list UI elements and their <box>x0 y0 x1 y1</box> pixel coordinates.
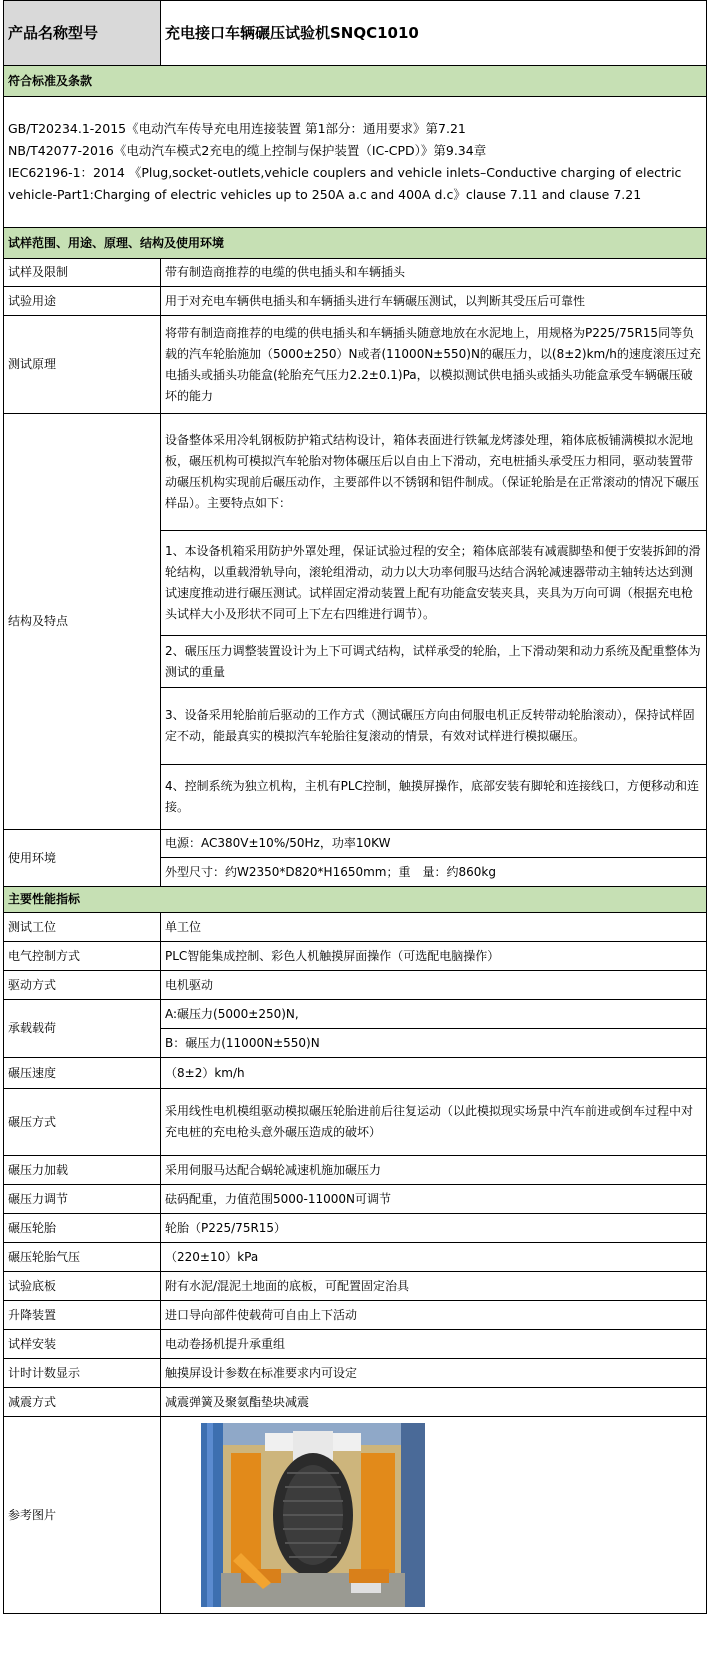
row-value: （220±10）kPa <box>161 1243 707 1272</box>
reference-image-cell <box>161 1417 707 1614</box>
row-value: 触摸屏设计参数在标准要求内可设定 <box>161 1359 707 1388</box>
row-value: 进口导向部件使载荷可自由上下活动 <box>161 1301 707 1330</box>
table-row <box>4 1359 707 1388</box>
table-row <box>4 414 707 531</box>
section-header <box>4 228 707 259</box>
row-value: 轮胎（P225/75R15） <box>161 1214 707 1243</box>
row-label: 计时计数显示 <box>4 1359 161 1388</box>
row-label: 试样安装 <box>4 1330 161 1359</box>
table-row <box>4 1156 707 1185</box>
table-row <box>4 1214 707 1243</box>
row-label: 参考图片 <box>4 1417 161 1614</box>
row-label: 测试工位 <box>4 913 161 942</box>
table-row <box>4 1185 707 1214</box>
table-row <box>4 913 707 942</box>
row-value: 减震弹簧及聚氨酯垫块减震 <box>161 1388 707 1417</box>
row-label: 碾压速度 <box>4 1058 161 1089</box>
row-value: 将带有制造商推荐的电缆的供电插头和车辆插头随意地放在水泥地上，用规格为P225/75R15同等负载的汽车轮胎施加（5000±250）N或者(11000N±550)N的碾压力，以(8±2)km/h的速度滚压过充电插头或插头功能盒(轮胎充气压力2.2±0.1)Pa，以模拟测试供电插头或插头功能盒承受车辆碾压破坏的能力 <box>161 316 707 414</box>
table-row <box>4 287 707 316</box>
row-label: 减震方式 <box>4 1388 161 1417</box>
table-row <box>4 1000 707 1029</box>
table-row <box>4 1272 707 1301</box>
row-value: 外型尺寸：约W2350*D820*H1650mm；重 量：约860kg <box>161 858 707 887</box>
title-row <box>4 1 707 66</box>
table-row <box>4 830 707 858</box>
row-value: A:碾压力(5000±250)N, <box>161 1000 707 1029</box>
row-value: （8±2）km/h <box>161 1058 707 1089</box>
spec-sheet <box>3 0 706 1614</box>
row-label: 碾压方式 <box>4 1089 161 1156</box>
row-label: 使用环境 <box>4 830 161 887</box>
row-label: 碾压力调节 <box>4 1185 161 1214</box>
row-value: B：碾压力(11000N±550)N <box>161 1029 707 1058</box>
row-value: 电源：AC380V±10%/50Hz，功率10KW <box>161 830 707 858</box>
row-value: 砝码配重，力值范围5000-11000N可调节 <box>161 1185 707 1214</box>
row-value: 采用线性电机模组驱动模拟碾压轮胎进前后往复运动（以此模拟现实场景中汽车前进或倒车过程中对充电桩的充电枪头意外碾压造成的破坏） <box>161 1089 707 1156</box>
standard-line: IEC62196-1：2014 《Plug,socket-outlets,vehicle couplers and vehicle inlets–Conductive charging of electric <box>8 165 682 180</box>
row-label: 碾压轮胎 <box>4 1214 161 1243</box>
standard-line: NB/T42077-2016《电动汽车模式2充电的缆上控制与保护装置（IC-CPD）》第9.34章 <box>8 143 487 158</box>
row-value: 电动卷扬机提升承重组 <box>161 1330 707 1359</box>
section-header <box>4 66 707 97</box>
row-value: 用于对充电车辆供电插头和车辆插头进行车辆碾压测试，以判断其受压后可靠性 <box>161 287 707 316</box>
row-label: 升降装置 <box>4 1301 161 1330</box>
row-label: 电气控制方式 <box>4 942 161 971</box>
table-row <box>4 942 707 971</box>
structure-item: 1、本设备机箱采用防护外罩处理，保证试验过程的安全；箱体底部装有减震脚垫和便于安装拆卸的滑轮结构，以重载滑轨导向，滚轮组滑动，动力以大功率伺服马达结合涡轮减速器带动主轴转达达到测试速度推动进行碾压测试。试样固定滑动装置上配有功能盒安装夹具，夹具为万向可调（根据充电枪头试样大小及形状不同可上下左右四维进行调节）。 <box>161 531 707 636</box>
row-label: 驱动方式 <box>4 971 161 1000</box>
row-value: 带有制造商推荐的电缆的供电插头和车辆插头 <box>161 259 707 287</box>
section-header <box>4 887 707 913</box>
row-value: 单工位 <box>161 913 707 942</box>
table-row <box>4 1388 707 1417</box>
row-label: 试验底板 <box>4 1272 161 1301</box>
standards-cell <box>4 97 707 228</box>
table-row <box>4 971 707 1000</box>
structure-item: 设备整体采用冷轧钢板防护箱式结构设计，箱体表面进行铁氟龙烤漆处理，箱体底板铺满模拟水泥地板，碾压机构可模拟汽车轮胎对物体碾压后以自由上下滑动，充电桩插头承受压力相同，驱动装置带动碾压机构实现前后碾压动作，主要部件以不锈钢和铝件制成。（保证轮胎是在正常滚动的情况下碾压样品）。主要特点如下： <box>161 414 707 531</box>
table-row <box>4 259 707 287</box>
row-label: 碾压轮胎气压 <box>4 1243 161 1272</box>
table-row <box>4 1089 707 1156</box>
standard-line: GB/T20234.1-2015《电动汽车传导充电用连接装置 第1部分：通用要求》第7.21 <box>8 121 466 136</box>
table-row <box>4 1417 707 1614</box>
section-scope-title: 试样范围、用途、原理、结构及使用环境 <box>4 228 707 259</box>
row-value: 附有水泥/混泥土地面的底板，可配置固定治具 <box>161 1272 707 1301</box>
row-value: PLC智能集成控制、彩色人机触摸屏面操作（可选配电脑操作） <box>161 942 707 971</box>
row-label: 试样及限制 <box>4 259 161 287</box>
structure-item: 3、设备采用轮胎前后驱动的工作方式（测试碾压方向由伺服电机正反转带动轮胎滚动），保持试样固定不动，能最真实的模拟汽车轮胎往复滚动的情景，有效对试样进行模拟碾压。 <box>161 688 707 765</box>
row-label: 试验用途 <box>4 287 161 316</box>
product-name-value: 充电接口车辆碾压试验机SNQC1010 <box>161 1 707 66</box>
row-label: 结构及特点 <box>4 414 161 830</box>
row-value: 电机驱动 <box>161 971 707 1000</box>
product-name-label: 产品名称型号 <box>4 1 161 66</box>
table-row <box>4 1243 707 1272</box>
table-row <box>4 316 707 414</box>
standards-row <box>4 97 707 228</box>
row-label: 碾压力加载 <box>4 1156 161 1185</box>
table-row <box>4 1301 707 1330</box>
spec-table <box>3 0 707 1614</box>
standard-line: vehicle-Part1:Charging of electric vehicles up to 250A a.c and 400A d.c》clause 7.11 and clause 7.21 <box>8 187 642 202</box>
section-perf-title: 主要性能指标 <box>4 887 707 913</box>
row-label: 测试原理 <box>4 316 161 414</box>
section-standards-title: 符合标准及条款 <box>4 66 707 97</box>
machine-photo-illustration <box>201 1423 425 1607</box>
table-row <box>4 1058 707 1089</box>
structure-item: 4、控制系统为独立机构，主机有PLC控制，触摸屏操作，底部安装有脚轮和连接线口，方便移动和连接。 <box>161 765 707 830</box>
row-value: 采用伺服马达配合蜗轮减速机施加碾压力 <box>161 1156 707 1185</box>
table-row <box>4 1330 707 1359</box>
reference-photo <box>201 1423 425 1607</box>
structure-item: 2、碾压压力调整装置设计为上下可调式结构，试样承受的轮胎，上下滑动架和动力系统及配重整体为测试的重量 <box>161 636 707 688</box>
row-label: 承载载荷 <box>4 1000 161 1058</box>
